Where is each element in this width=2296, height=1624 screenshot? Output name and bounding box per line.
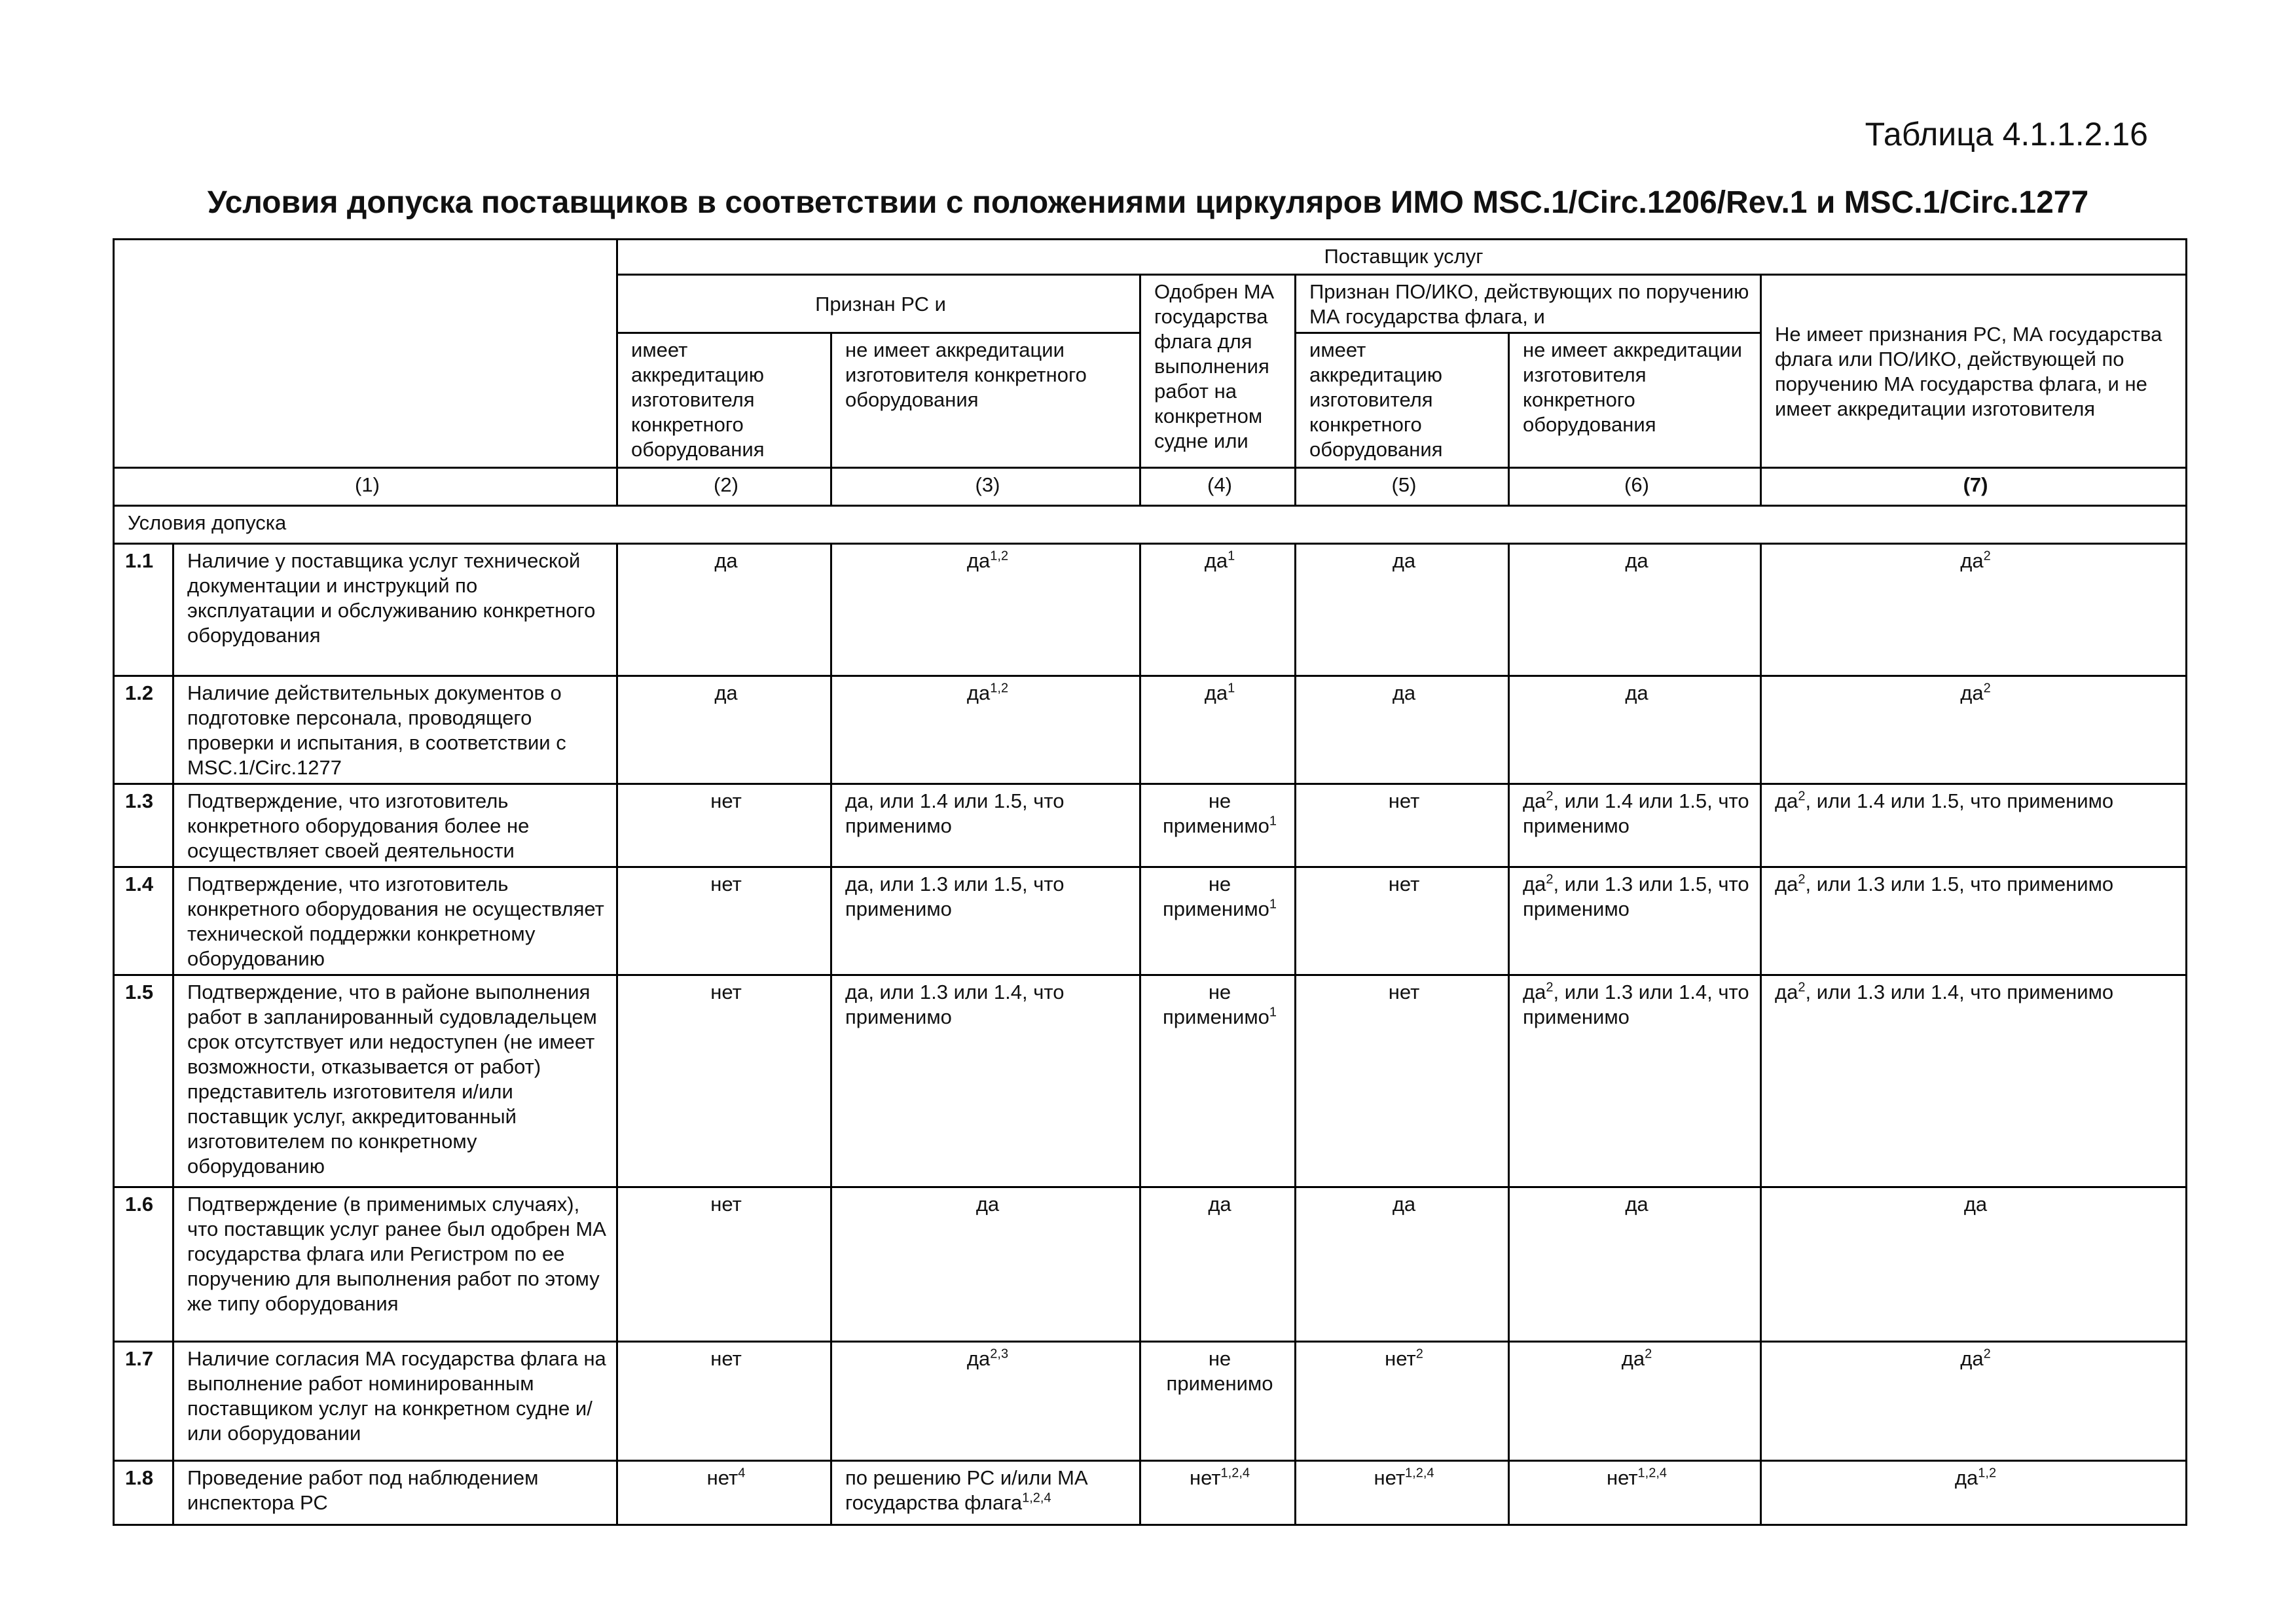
cell-value: да, или 1.3 или 1.4, что применимо	[831, 975, 1140, 1187]
cell-value: нет	[617, 975, 831, 1187]
cell-value: да	[1509, 676, 1761, 784]
cell-value: да	[1296, 544, 1509, 676]
admission-conditions-table	[113, 238, 2187, 1526]
row-condition: Наличие действительных документов о подготовке персонала, проводящего проверки и испытания, в соответствии с MSC.1/Circ.1277	[173, 676, 617, 784]
footnote-mark: 1	[1269, 1005, 1277, 1020]
cell-value: да	[1296, 1187, 1509, 1342]
cell-value: $да^2$, или 1.4 или 1.5, что применимо	[1761, 784, 2187, 867]
cell-value: не применимо$^1$	[1140, 975, 1296, 1187]
footnote-mark: 4	[738, 1466, 746, 1481]
footnote-mark: 1,2	[990, 549, 1009, 564]
cell-value: не применимо	[1140, 1342, 1296, 1461]
cell-value: нет	[617, 867, 831, 975]
cell-value: да	[831, 1187, 1140, 1342]
column-number: (5)	[1296, 468, 1509, 506]
row-condition: Наличие у поставщика услуг технической документации и инструкций по эксплуатации и обслуживанию конкретного оборудования	[173, 544, 617, 676]
footnote-mark: 2	[1798, 789, 1806, 804]
section-label: Условия допуска	[114, 506, 2187, 544]
cell-value: да, или 1.4 или 1.5, что применимо	[831, 784, 1140, 867]
table-row	[114, 676, 2187, 784]
cell-value: нет	[617, 1342, 831, 1461]
cell-value: $да^2$	[1761, 544, 2187, 676]
cell-value: $да^2$, или 1.3 или 1.5, что применимо	[1761, 867, 2187, 975]
table-row	[114, 1342, 2187, 1461]
cell-value: нет	[1296, 867, 1509, 975]
footnote-mark: 2	[1546, 789, 1554, 804]
cell-value: $да^1$	[1140, 676, 1296, 784]
row-number: 1.5	[114, 975, 173, 1187]
footnote-mark: 2	[1983, 1346, 1991, 1362]
row-condition: Подтверждение (в применимых случаях), что поставщик услуг ранее был одобрен МА государства флага или Регистром по ее поручению для выполнения работ по этому же типу оборудования	[173, 1187, 617, 1342]
table-row	[114, 784, 2187, 867]
table-row	[114, 1187, 2187, 1342]
cell-value: по решению РС и/или МА государства флага$^{1,2,4}$	[831, 1461, 1140, 1525]
row-number: 1.8	[114, 1461, 173, 1525]
cell-value: $да^1$	[1140, 544, 1296, 676]
footnote-mark: 2	[1798, 980, 1806, 995]
cell-value: $да^2$	[1761, 676, 2187, 784]
footnote-mark: 2	[1546, 872, 1554, 887]
row-number: 1.3	[114, 784, 173, 867]
column-number: (2)	[617, 468, 831, 506]
header-ro-no-accreditation: не имеет аккредитации изготовителя конкретного оборудования	[1509, 333, 1761, 468]
document-title: Условия допуска поставщиков в соответствии с положениями циркуляров ИМО MSC.1/Circ.1206/Rev.1 и MSC.1/Circ.1277	[207, 185, 2089, 220]
column-number: (1)	[114, 468, 617, 506]
column-number: (3)	[831, 468, 1140, 506]
table-row	[114, 975, 2187, 1187]
footnote-mark: 2	[1798, 872, 1806, 887]
cell-value: нет	[1296, 975, 1509, 1187]
cell-value: да$^{2,3}$	[831, 1342, 1140, 1461]
cell-value: да	[617, 544, 831, 676]
column-number: (7)	[1761, 468, 2187, 506]
cell-value: $да^2$	[1761, 1342, 2187, 1461]
cell-value: не применимо$^1$	[1140, 784, 1296, 867]
row-condition: Подтверждение, что изготовитель конкретного оборудования более не осуществляет своей деятельности	[173, 784, 617, 867]
column-number: (6)	[1509, 468, 1761, 506]
cell-value: $да^2$, или 1.4 или 1.5, что применимо	[1509, 784, 1761, 867]
cell-value: да	[1140, 1187, 1296, 1342]
row-condition: Подтверждение, что в районе выполнения работ в запланированный судовладельцем срок отсутствует или недоступен (не имеет возможности, отказывается от работ) представитель изготовителя и/или поставщик услуг, аккредитованный изготовителем по конкретному оборудованию	[173, 975, 617, 1187]
footnote-mark: 1	[1269, 897, 1277, 912]
footnote-mark: 1,2	[1978, 1466, 1997, 1481]
footnote-mark: 2,3	[990, 1346, 1009, 1362]
footnote-mark: 2	[1546, 980, 1554, 995]
row-number: 1.2	[114, 676, 173, 784]
header-recognized-rs: Признан РС и	[617, 275, 1140, 333]
row-condition: Подтверждение, что изготовитель конкретного оборудования не осуществляет технической поддержки конкретному оборудованию	[173, 867, 617, 975]
header-ro-has-accreditation: имеет аккредитацию изготовителя конкретного оборудования	[1296, 333, 1509, 468]
header-recognized-ro: Признан ПО/ИКО, действующих по поручению МА государства флага, и	[1296, 275, 1761, 333]
cell-value: нет$^2$	[1296, 1342, 1509, 1461]
footnote-mark: 1,2,4	[1220, 1466, 1250, 1481]
cell-value: нет$^4$	[617, 1461, 831, 1525]
column-number: (4)	[1140, 468, 1296, 506]
cell-value: да	[617, 676, 831, 784]
footnote-mark: 1	[1228, 681, 1235, 696]
footnote-mark: 1,2,4	[1022, 1490, 1051, 1506]
cell-value: нет$^{1,2,4}$	[1509, 1461, 1761, 1525]
table-row	[114, 544, 2187, 676]
header-approved-ma: Одобрен МА государства флага для выполнения работ на конкретном судне или	[1140, 275, 1296, 468]
cell-value: да	[1509, 544, 1761, 676]
cell-value: да	[1509, 1187, 1761, 1342]
header-no-accreditation: не имеет аккредитации изготовителя конкретного оборудования	[831, 333, 1140, 468]
table-row	[114, 1461, 2187, 1525]
cell-value: нет$^{1,2,4}$	[1296, 1461, 1509, 1525]
row-number: 1.1	[114, 544, 173, 676]
header-not-recognized: Не имеет признания РС, МА государства флага или ПО/ИКО, действующей по поручению МА государства флага, и не имеет аккредитации изготовителя	[1761, 275, 2187, 468]
row-number: 1.6	[114, 1187, 173, 1342]
cell-value: да$^{1,2}$	[1761, 1461, 2187, 1525]
header-has-accreditation: имеет аккредитацию изготовителя конкретного оборудования	[617, 333, 831, 468]
cell-value: да	[1296, 676, 1509, 784]
footnote-mark: 1	[1228, 549, 1235, 564]
table-row	[114, 867, 2187, 975]
row-condition: Проведение работ под наблюдением инспектора РС	[173, 1461, 617, 1525]
cell-value: да	[1761, 1187, 2187, 1342]
footnote-mark: 2	[1983, 549, 1991, 564]
table-reference: Таблица 4.1.1.2.16	[1865, 116, 2148, 153]
row-condition: Наличие согласия МА государства флага на выполнение работ номинированным поставщиком услуг на конкретном судне и/или оборудовании	[173, 1342, 617, 1461]
cell-value: $да^2$, или 1.3 или 1.4, что применимо	[1761, 975, 2187, 1187]
cell-value: нет	[617, 1187, 831, 1342]
cell-value: да$^{1,2}$	[831, 544, 1140, 676]
column-numbers-row	[114, 468, 2187, 506]
footnote-mark: 1,2,4	[1405, 1466, 1434, 1481]
footnote-mark: 2	[1415, 1346, 1423, 1362]
footnote-mark: 2	[1645, 1346, 1652, 1362]
row-number: 1.4	[114, 867, 173, 975]
cell-value: $да^2$, или 1.3 или 1.4, что применимо	[1509, 975, 1761, 1187]
footnote-mark: 1	[1269, 814, 1277, 829]
header-provider: Поставщик услуг	[617, 240, 2187, 275]
row-number: 1.7	[114, 1342, 173, 1461]
footnote-mark: 1,2	[990, 681, 1009, 696]
footnote-mark: 2	[1983, 681, 1991, 696]
header-corner	[114, 240, 617, 468]
cell-value: да$^{1,2}$	[831, 676, 1140, 784]
cell-value: $да^2$, или 1.3 или 1.5, что применимо	[1509, 867, 1761, 975]
footnote-mark: 1,2,4	[1637, 1466, 1667, 1481]
cell-value: нет	[617, 784, 831, 867]
cell-value: да, или 1.3 или 1.5, что применимо	[831, 867, 1140, 975]
cell-value: $да^2$	[1509, 1342, 1761, 1461]
cell-value: не применимо$^1$	[1140, 867, 1296, 975]
cell-value: нет$^{1,2,4}$	[1140, 1461, 1296, 1525]
cell-value: нет	[1296, 784, 1509, 867]
